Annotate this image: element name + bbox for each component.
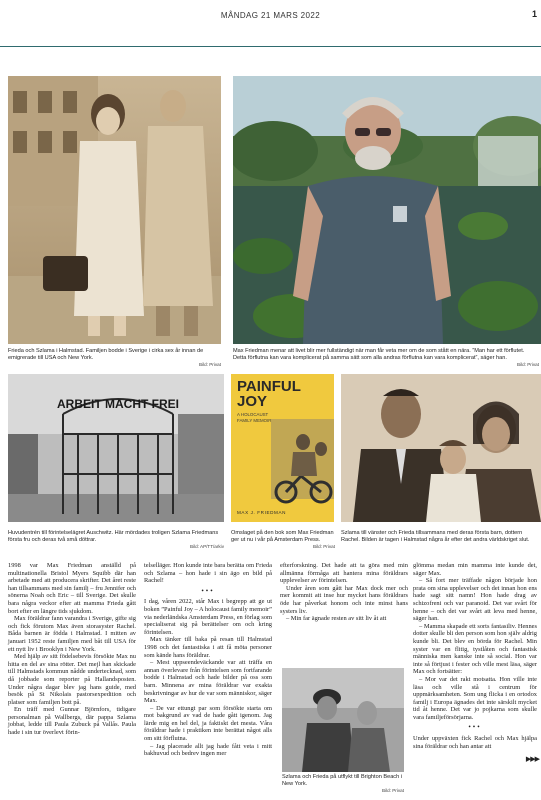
sepia-couple-image <box>8 76 221 344</box>
photo-auschwitz-gate <box>8 374 224 522</box>
brighton-beach-image <box>282 668 404 772</box>
article-paragraph: – Så fort mer träffade någon började hon prata om sina upplevelser och det innan hon ens hade sagt sitt namn! Hon hade drag av schizofreni och var paranoid. Det var svårt för henne – och det var svårt att leva med henne, säger han. <box>413 577 537 623</box>
article-column-1 <box>8 562 136 737</box>
book-title: PAINFUL JOY <box>237 378 301 410</box>
article-column-3 <box>280 562 408 623</box>
article-paragraph: En träff med Gunnar Björnfors, tidigare personalman på Wallbergs, där pappa Szlama jobbat, ledde till Paula Zubuck på Vallås. Paula hade i sin tur överlevt förin- <box>8 706 136 737</box>
photo-max-friedman <box>233 76 541 344</box>
book-author: MAX J. FRIEDMAN <box>237 510 287 515</box>
article-paragraph: – Min far ägnade resten av sitt liv åt att <box>286 615 387 623</box>
header-date: MÅNDAG 21 MARS 2022 <box>220 11 321 20</box>
book-subtitle: A HOLOCAUST FAMILY MEMOIR <box>237 412 272 423</box>
page-header <box>0 0 541 26</box>
caption-top-left: Frieda och Szlama i Halmstad. Familjen bodde i Sverige i cirka sex år innan de emigrerade till USA och New York. <box>8 348 204 361</box>
section-separator: ••• <box>201 586 215 595</box>
header-divider <box>0 46 541 47</box>
article-paragraph: 1998 var Max Friedman anställd på multinationella Bristol Myers Squibb där han arbetade med att producera skrifter. Det året reste han tillsammans med sin familj – fru Jennifer och sönerna Noah och Eric – till Sverige. Det skulle bara några veckor efter att mamma Frieda gått bort efter en längre tids sjukdom. <box>8 562 136 615</box>
photo-family-halmstad <box>341 374 541 522</box>
credit-top-left: Bild: Privat <box>199 362 221 367</box>
caption-inline: Szlama och Frieda på utflykt till Brighton Beach i New York. <box>282 774 403 787</box>
article-paragraph: Max tänker till baka på resan till Halmstad 1998 och det fantastiska i att få möta personer som kände hans föräldrar. <box>144 636 272 659</box>
continue-arrows: ▶▶▶ <box>525 755 539 763</box>
credit-top-right: Bild: Privat <box>517 362 539 367</box>
article-column-4 <box>413 562 537 750</box>
caption-mid-right: Szlama till vänster och Frieda tillsammans med deras första barn, dottern Rachel. Bilden är tagen i Halmstad några år efter det andra världskriget slut. <box>341 530 530 543</box>
article-paragraph: – Mor var det rakt motsatta. Hon ville inte läsa och ville stå i centrum för uppmärksamheten. Som ung flicka i en ortodox familj i Europa ägnades det inte särskilt mycket tid åt henne. Det var jo pojkarna som skulle vara familjeförsörjarna. <box>413 675 537 721</box>
caption-mid-left: Huvudentrén till förintelselägret Auschwitz. Här mördades troligen Szlama Friedmans första fru och deras två små döttrar. <box>8 530 219 543</box>
article-paragraph: – Mamma skapade ett sorts fantasiliv. Hennes dotter skulle bli den person som hon själv aldrig kunde bli. Det blev en börda för Rachel. Min syster var en flitig, tystlåten och fantastisk människa men kanske inte så social. Hon var inte så förtjust i fester och ville mest läsa, säger Max och fortsätter: <box>413 622 537 676</box>
article-paragraph: Under uppväxten fick Rachel och Max hjälpa sina föräldrar och han antar att <box>413 735 537 750</box>
article-paragraph: – Mest uppseendeväckande var att träffa en annan överlevare från förintelsen som fortfarande bodde i Halmstad och hade bilder på oss som barn. Minnena av mina föräldrar var exakta beskrivningar av hur de var som människor, säger Max. <box>144 659 272 705</box>
article-paragraph: glömma medan min mamma inte kunde det, säger Max. <box>413 562 537 577</box>
article-paragraph: Under åren som gått har Max dock mer och mer kommit att inse hur mycket hans föräldrars öde har påverkat honom och inte minst hans systers liv. <box>280 584 408 615</box>
max-friedman-garden-image <box>233 76 541 344</box>
article-paragraph: – De var ettungt par som försökte starta om mot bakgrund av vad de hade gått igenom. Jag lärde mig en hel del, ja faktiskt det mesta. Våra föräldrar hade i praktiken inte berättat något alls om sitt förflutna. <box>144 704 272 743</box>
credit-mid-center: Bild: Privat <box>313 544 335 549</box>
credit-mid-left: Bild: AP/TT/arkiv <box>190 544 224 549</box>
photo-frieda-szlama-halmstad <box>8 76 221 344</box>
article-column-2 <box>144 562 272 758</box>
auschwitz-gate-image <box>8 374 224 522</box>
article-paragraph: telselläger. Hon kunde inte bara berätta om Frieda och Szlama – hon hade i sin ägo en bild på Rachel! <box>144 562 272 585</box>
article-paragraph: efterforskning. Det hade att ta göra med min allmänna förmåga att hantera mina föräldrars upplevelser av förintelsen. <box>280 562 408 585</box>
credit-inline: Bild: Privat <box>382 788 404 793</box>
section-separator: ••• <box>468 723 482 732</box>
article-paragraph: Max föräldrar fann varandra i Sverige, gifte sig och fick förutom Max även storasyster Rachel. Båda barnen är födda i Halmstad. I mitten av januari 1952 reste familjen med båt till USA för ett nytt liv i Brooklyn i New York. <box>8 615 136 653</box>
photo-brighton-beach <box>282 668 404 772</box>
family-portrait-image <box>341 374 541 522</box>
page-number: 1 <box>531 9 537 19</box>
caption-top-right: Max Friedman menar att livet blir mer fullständigt när man får veta mer om de som stått en nära. ”Man har ett förflutet. Detta förflutna kan vara komplicerat på samma sätt som alla andras förflutna kan vara komplicerat”, säger han. <box>233 348 525 361</box>
gate-sign-text: ARBEIT MACHT FREI <box>57 397 179 411</box>
article-paragraph: Med hjälp av sitt födelsebevis försökte Max nu hitta en del av sina rötter. Det mejl han skickade till Halmstads kommun nådde undertecknad, som då jobbade som reporter på Hallandsposten. Under några dagar blev jag hans guide, med besök på St Nikolais pastorsexpedition och platser som familjen bott på. <box>8 653 136 706</box>
book-cover-painful-joy <box>231 374 334 522</box>
book-cover-motorcycle-image <box>231 414 334 509</box>
article-paragraph: I dag, våren 2022, står Max i begrepp att ge ut boken ”Painful Joy – A holocaust family memoir” via nederländska Amsterdam Press, en förlag som specialiserat sig på berättelser om och kring förintelsen. <box>144 598 272 636</box>
article-paragraph: – Jag placerade allt jag hade fått veta i mitt bakhuvud och bedrev ingen mer <box>144 742 272 758</box>
caption-mid-center: Omslaget på den bok som Max Friedman ger ut nu i vår på Amsterdam Press. <box>231 530 334 543</box>
